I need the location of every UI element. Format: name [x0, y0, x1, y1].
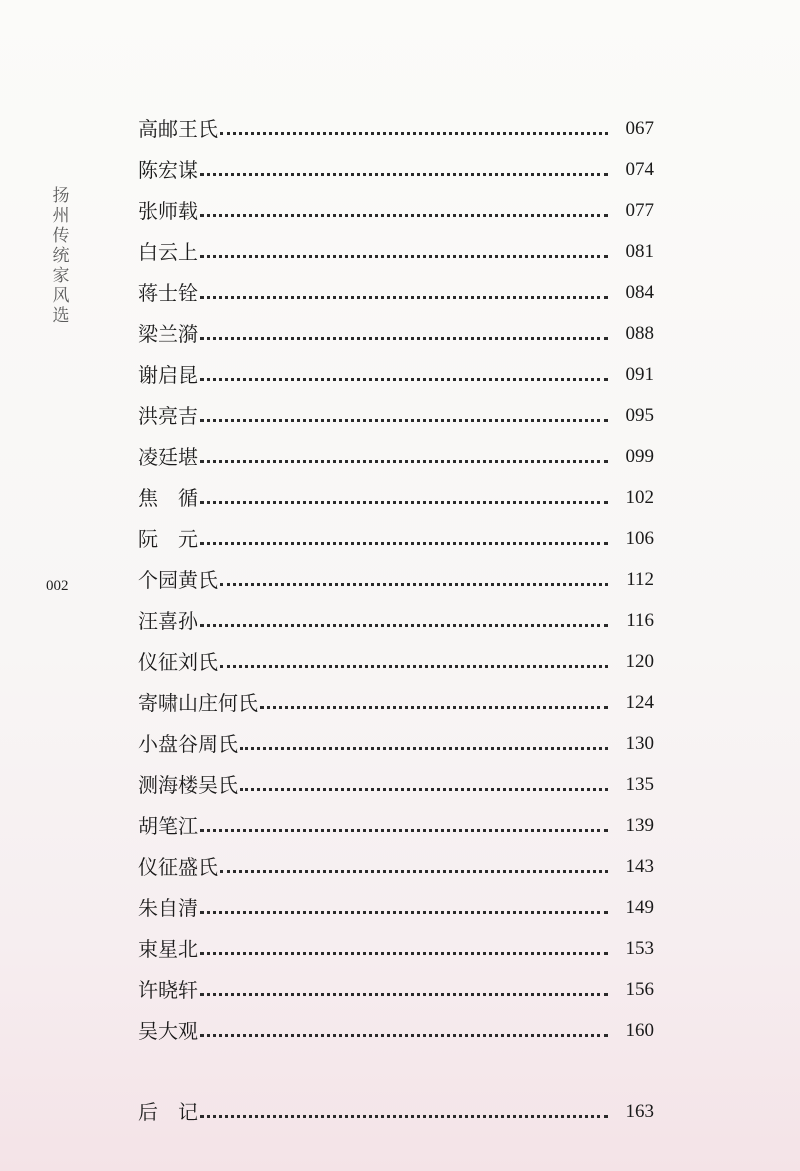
- dot-leader: [260, 692, 608, 709]
- dot-leader: [220, 856, 608, 873]
- toc-entry-hong-liangji[interactable]: [138, 387, 654, 428]
- toc-entry-page: 102: [625, 487, 654, 508]
- toc-entry-page: 124: [625, 692, 654, 713]
- toc-entry-title: 汪喜孙: [138, 609, 198, 633]
- dot-leader: [200, 364, 608, 381]
- page-folio: 002: [46, 578, 69, 594]
- toc-entry-title: 胡笔江: [138, 814, 198, 838]
- toc-entry-page: 091: [625, 364, 654, 385]
- toc-entry-page: 106: [625, 528, 654, 549]
- toc-entry-jiao-xun[interactable]: [138, 469, 654, 510]
- toc-entry-title: 张师载: [138, 199, 198, 223]
- dot-leader: [220, 569, 608, 586]
- dot-leader: [200, 1020, 608, 1037]
- dot-leader: [200, 446, 608, 463]
- toc-entry-zhu-ziqing[interactable]: [138, 879, 654, 920]
- toc-entry-page: 156: [625, 979, 654, 1000]
- toc-entry-page: 095: [625, 405, 654, 426]
- toc-entry-wang-xisun[interactable]: [138, 592, 654, 633]
- dot-leader: [240, 733, 608, 750]
- toc-entry-jiang-shiquan[interactable]: [138, 264, 654, 305]
- toc-entry-jixiao-shanzhuang-he-shi[interactable]: [138, 674, 654, 715]
- dot-leader: [200, 323, 608, 340]
- toc-entry-page: 088: [625, 323, 654, 344]
- toc-entry-title: 个园黄氏: [138, 568, 218, 592]
- toc-entry-liang-lanyi[interactable]: [138, 305, 654, 346]
- toc-entry-page: 153: [625, 938, 654, 959]
- toc-entry-page: 077: [625, 200, 654, 221]
- dot-leader: [200, 528, 608, 545]
- toc-entry-zhang-shizai[interactable]: [138, 182, 654, 223]
- toc-entry-title: 陈宏谋: [138, 158, 198, 182]
- toc-entry-page: 112: [626, 569, 654, 590]
- toc-entry-bai-yunshang[interactable]: [138, 223, 654, 264]
- toc-entry-title: 焦 循: [138, 486, 198, 510]
- toc-entry-chen-hongmou[interactable]: [138, 141, 654, 182]
- toc-entry-title: 洪亮吉: [138, 404, 198, 428]
- toc-entry-title: 寄啸山庄何氏: [138, 691, 258, 715]
- dot-leader: [200, 610, 608, 627]
- toc-entry-page: 099: [625, 446, 654, 467]
- toc-entry-title: 束星北: [138, 937, 198, 961]
- toc-entry-page: 149: [625, 897, 654, 918]
- toc-entry-title: 吴大观: [138, 1019, 198, 1043]
- toc-entry-page: 067: [625, 118, 654, 139]
- dot-leader: [200, 897, 608, 914]
- toc-entry-xiaopangu-zhou-shi[interactable]: [138, 715, 654, 756]
- dot-leader: [200, 241, 608, 258]
- dot-leader: [200, 815, 608, 832]
- dot-leader: [200, 200, 608, 217]
- toc-entry-geyuan-huang-shi[interactable]: [138, 551, 654, 592]
- toc-entry-ruan-yuan[interactable]: [138, 510, 654, 551]
- table-of-contents: [138, 100, 654, 1124]
- toc-entry-title: 白云上: [138, 240, 198, 264]
- toc-entry-yizheng-sheng-shi[interactable]: [138, 838, 654, 879]
- dot-leader: [200, 1101, 608, 1118]
- toc-entry-page: 116: [626, 610, 654, 631]
- toc-entry-title: 小盘谷周氏: [138, 732, 238, 756]
- book-title-vertical: 扬州传统家风选: [52, 186, 70, 326]
- toc-entry-title: 后 记: [138, 1100, 198, 1124]
- dot-leader: [200, 405, 608, 422]
- toc-entry-page: 160: [625, 1020, 654, 1041]
- dot-leader: [200, 487, 608, 504]
- toc-entry-title: 许晓轩: [138, 978, 198, 1002]
- toc-entry-title: 梁兰漪: [138, 322, 198, 346]
- toc-entry-cehailou-wu-shi[interactable]: [138, 756, 654, 797]
- toc-entry-page: 143: [625, 856, 654, 877]
- toc-entry-title: 朱自清: [138, 896, 198, 920]
- dot-leader: [200, 938, 608, 955]
- toc-entry-yizheng-liu-shi[interactable]: [138, 633, 654, 674]
- toc-entry-page: 135: [625, 774, 654, 795]
- dot-leader: [200, 979, 608, 996]
- toc-entry-page: 084: [625, 282, 654, 303]
- dot-leader: [200, 159, 608, 176]
- toc-entry-ling-tingkan[interactable]: [138, 428, 654, 469]
- toc-entry-afterword[interactable]: [138, 1083, 654, 1124]
- toc-entry-title: 仪征盛氏: [138, 855, 218, 879]
- toc-entry-title: 阮 元: [138, 527, 198, 551]
- toc-entry-page: 081: [625, 241, 654, 262]
- toc-entry-title: 谢启昆: [138, 363, 198, 387]
- dot-leader: [220, 118, 608, 135]
- toc-entry-page: 163: [625, 1101, 654, 1122]
- dot-leader: [220, 651, 608, 668]
- toc-entry-wu-daguan[interactable]: [138, 1002, 654, 1043]
- toc-entry-wang-shi-gaoyou[interactable]: [138, 100, 654, 141]
- toc-entry-page: 120: [625, 651, 654, 672]
- toc-entry-xie-qikun[interactable]: [138, 346, 654, 387]
- toc-entry-shu-xingbei[interactable]: [138, 920, 654, 961]
- dot-leader: [240, 774, 608, 791]
- toc-entry-title: 蒋士铨: [138, 281, 198, 305]
- toc-entry-page: 130: [625, 733, 654, 754]
- toc-entry-title: 高邮王氏: [138, 117, 218, 141]
- toc-entry-page: 074: [625, 159, 654, 180]
- dot-leader: [200, 282, 608, 299]
- toc-entry-title: 测海楼吴氏: [138, 773, 238, 797]
- toc-entry-hu-bijiang[interactable]: [138, 797, 654, 838]
- toc-entry-title: 仪征刘氏: [138, 650, 218, 674]
- toc-entry-xu-xiaoxuan[interactable]: [138, 961, 654, 1002]
- toc-entry-title: 凌廷堪: [138, 445, 198, 469]
- toc-entry-page: 139: [625, 815, 654, 836]
